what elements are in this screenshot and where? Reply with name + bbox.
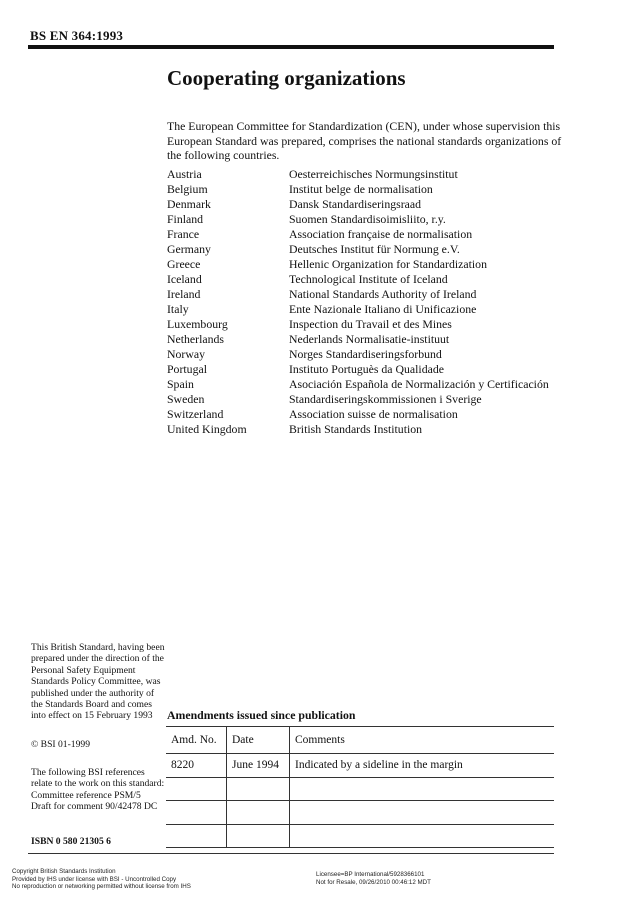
country-name: Iceland [167,272,202,286]
list-item [167,287,567,302]
country-name: Switzerland [167,407,224,421]
isbn: ISBN 0 580 21305 6 [31,836,111,847]
organization-name: Instituto Portuguès da Qualidade [289,362,444,376]
list-item [167,182,567,197]
footer-line: No reproduction or networking permitted without license from IHS [12,883,191,891]
table-row [166,777,554,801]
list-item [167,317,567,332]
organization-name: Oesterreichisches Normungsinstitut [289,167,458,181]
header-amd-no: Amd. No. [166,727,227,754]
date-cell [227,824,290,848]
country-name: Norway [167,347,206,361]
header-comments: Comments [295,734,345,746]
list-item [167,377,567,392]
country-name: Italy [167,302,189,316]
list-item [167,257,567,272]
list-item [167,242,567,257]
country-name: France [167,227,200,241]
organization-name: Suomen Standardisoimisliito, r.y. [289,212,446,226]
list-item [167,362,567,377]
country-name: Finland [167,212,204,226]
country-name: Luxembourg [167,317,228,331]
license-footer-right [316,871,431,886]
footer-line: Not for Resale, 09/26/2010 00:46:12 MDT [316,878,431,886]
committee-reference: Committee reference PSM/5 [31,789,141,801]
amd-no-cell: 8220 [166,754,227,778]
country-name: Belgium [167,182,208,196]
publication-note: This British Standard, having been prepared under the direction of the Personal Safety Equipment Standards Policy Committee, was published under the authority of the Standards Board and comes into effect on 15 February 1993 [31,642,165,722]
comments-cell [290,801,555,825]
organization-name: Standardiseringskommissionen i Sverige [289,392,482,406]
date-cell: June 1994 [227,754,290,778]
bsi-references [31,767,166,813]
country-name: Greece [167,257,201,271]
organization-name: Dansk Standardiseringsraad [289,197,422,211]
organization-name: Inspection du Travail et des Mines [289,317,452,331]
amendments-table [166,726,554,848]
country-organization-list [167,167,567,437]
organization-name: National Standards Authority of Ireland [289,287,477,301]
intro-paragraph: The European Committee for Standardization (CEN), under whose supervision this European Standard was prepared, comprises the national standards organizations of the following countries. [167,119,562,162]
organization-name: Ente Nazionale Italiano di Unificazione [289,302,477,316]
country-name: Denmark [167,197,211,211]
country-name: Sweden [167,392,205,406]
country-name: Germany [167,242,211,256]
amendments-title: Amendments issued since publication [167,708,356,722]
country-name: Netherlands [167,332,224,346]
list-item [167,347,567,362]
organization-name: Technological Institute of Iceland [289,272,448,286]
organization-name: Association suisse de normalisation [289,407,458,421]
page-title: Cooperating organizations [167,66,406,90]
amendments-header-row [166,727,554,754]
amd-no-cell [166,777,227,801]
footer-line: Copyright British Standards Institution [12,868,116,875]
bsi-copyright: © BSI 01-1999 [31,739,90,750]
header-date: Date [227,727,290,754]
list-item [167,272,567,287]
organization-name: Association française de normalisation [289,227,473,241]
list-item [167,227,567,242]
comments-cell [290,824,555,848]
organization-name: Asociación Española de Normalización y Certificación [289,377,549,391]
date-cell [227,801,290,825]
list-item [167,212,567,227]
footer-line: Provided by IHS under license with BSI - Uncontrolled Copy [12,875,177,883]
table-row [166,754,554,778]
country-name: Spain [167,377,194,391]
organization-name: Hellenic Organization for Standardization [289,257,487,271]
country-name: Portugal [167,362,207,376]
list-item [167,407,567,422]
country-name: Austria [167,167,202,181]
organization-name: Norges Standardiseringsforbund [289,347,442,361]
list-item [167,422,567,437]
comments-cell [290,777,555,801]
license-footer-left [12,868,191,891]
table-row [166,824,554,848]
organization-name: Nederlands Normalisatie-instituut [289,332,450,346]
list-item [167,392,567,407]
header-rule [28,45,554,49]
footer-line: Licensee=BP International/5928366101 [316,871,425,878]
comments-cell: Indicated by a sideline in the margin [295,759,463,772]
footer-rule [28,853,554,854]
organization-name: Institut belge de normalisation [289,182,433,196]
list-item [167,167,567,182]
organization-name: Deutsches Institut für Normung e.V. [289,242,460,256]
document-code: BS EN 364:1993 [30,28,124,43]
list-item [167,197,567,212]
organization-name: British Standards Institution [289,422,423,436]
references-intro: The following BSI references relate to the work on this standard: [31,767,165,790]
amd-no-cell [166,801,227,825]
date-cell [227,777,290,801]
list-item [167,302,567,317]
draft-reference: Draft for comment 90/42478 DC [31,801,158,813]
amd-no-cell [166,824,227,848]
country-name: United Kingdom [167,422,247,436]
list-item [167,332,567,347]
table-row [166,801,554,825]
country-name: Ireland [167,287,201,301]
